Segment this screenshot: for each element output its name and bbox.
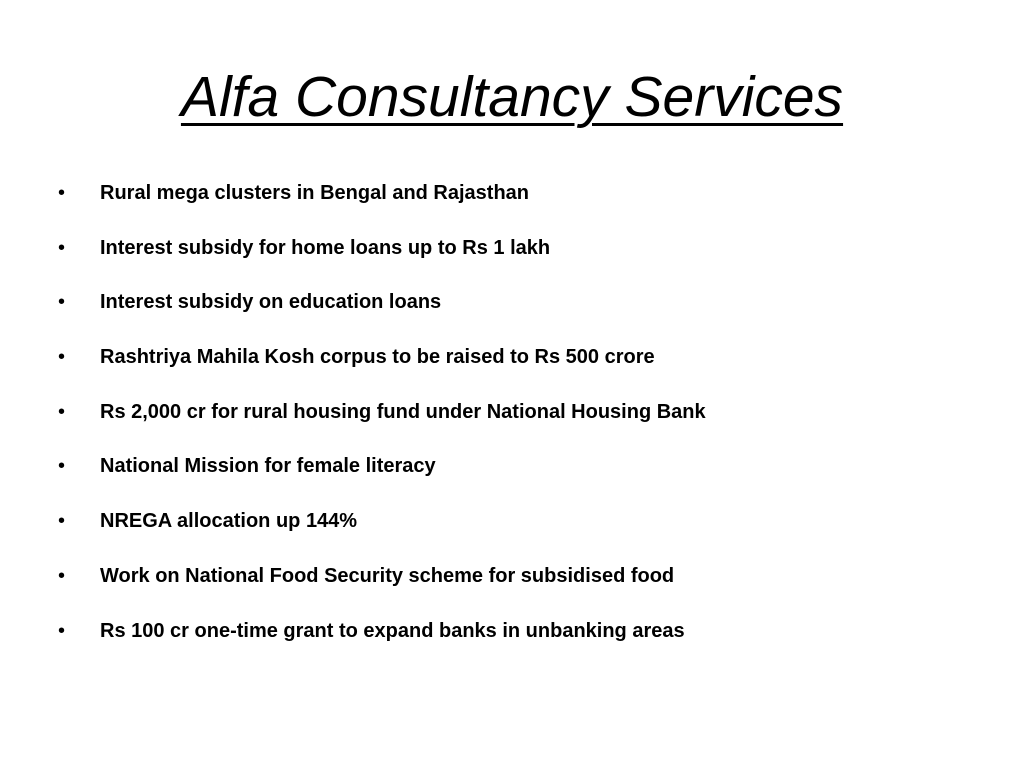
bullet-icon: •: [58, 400, 66, 423]
list-item: [0, 231, 1024, 286]
list-item: [0, 395, 1024, 450]
list-item: [0, 614, 1024, 669]
bullet-text: NREGA allocation up 144%: [100, 510, 358, 533]
bullet-text: Rs 100 cr one-time grant to expand banks in unbanking areas: [100, 619, 685, 642]
bullet-text: Work on National Food Security scheme for subsidised food: [100, 564, 675, 587]
bullet-icon: •: [58, 236, 66, 259]
bullet-icon: •: [58, 564, 66, 587]
list-item: [0, 340, 1024, 395]
bullet-icon: •: [58, 291, 66, 314]
bullet-text: Rural mega clusters in Bengal and Rajasthan: [100, 182, 530, 204]
list-item: [0, 504, 1024, 559]
bullet-icon: •: [58, 182, 66, 204]
bullet-text: Interest subsidy on education loans: [100, 291, 442, 314]
bullet-text: Interest subsidy for home loans up to Rs 1 lakh: [100, 236, 551, 259]
bullet-icon: •: [58, 619, 66, 642]
slide-title: Alfa Consultancy Services: [180, 65, 844, 129]
list-item: [0, 176, 1024, 231]
bullet-icon: •: [58, 455, 66, 478]
list-item: [0, 559, 1024, 614]
bullet-icon: •: [58, 346, 66, 369]
bullet-text: Rs 2,000 cr for rural housing fund under National Housing Bank: [100, 400, 706, 423]
list-item: [0, 449, 1024, 504]
bullet-text: National Mission for female literacy: [100, 455, 436, 478]
bullet-list: [0, 176, 1024, 668]
list-item: [0, 285, 1024, 340]
bullet-text: Rashtriya Mahila Kosh corpus to be raised to Rs 500 crore: [100, 346, 655, 369]
bullet-icon: •: [58, 510, 66, 533]
